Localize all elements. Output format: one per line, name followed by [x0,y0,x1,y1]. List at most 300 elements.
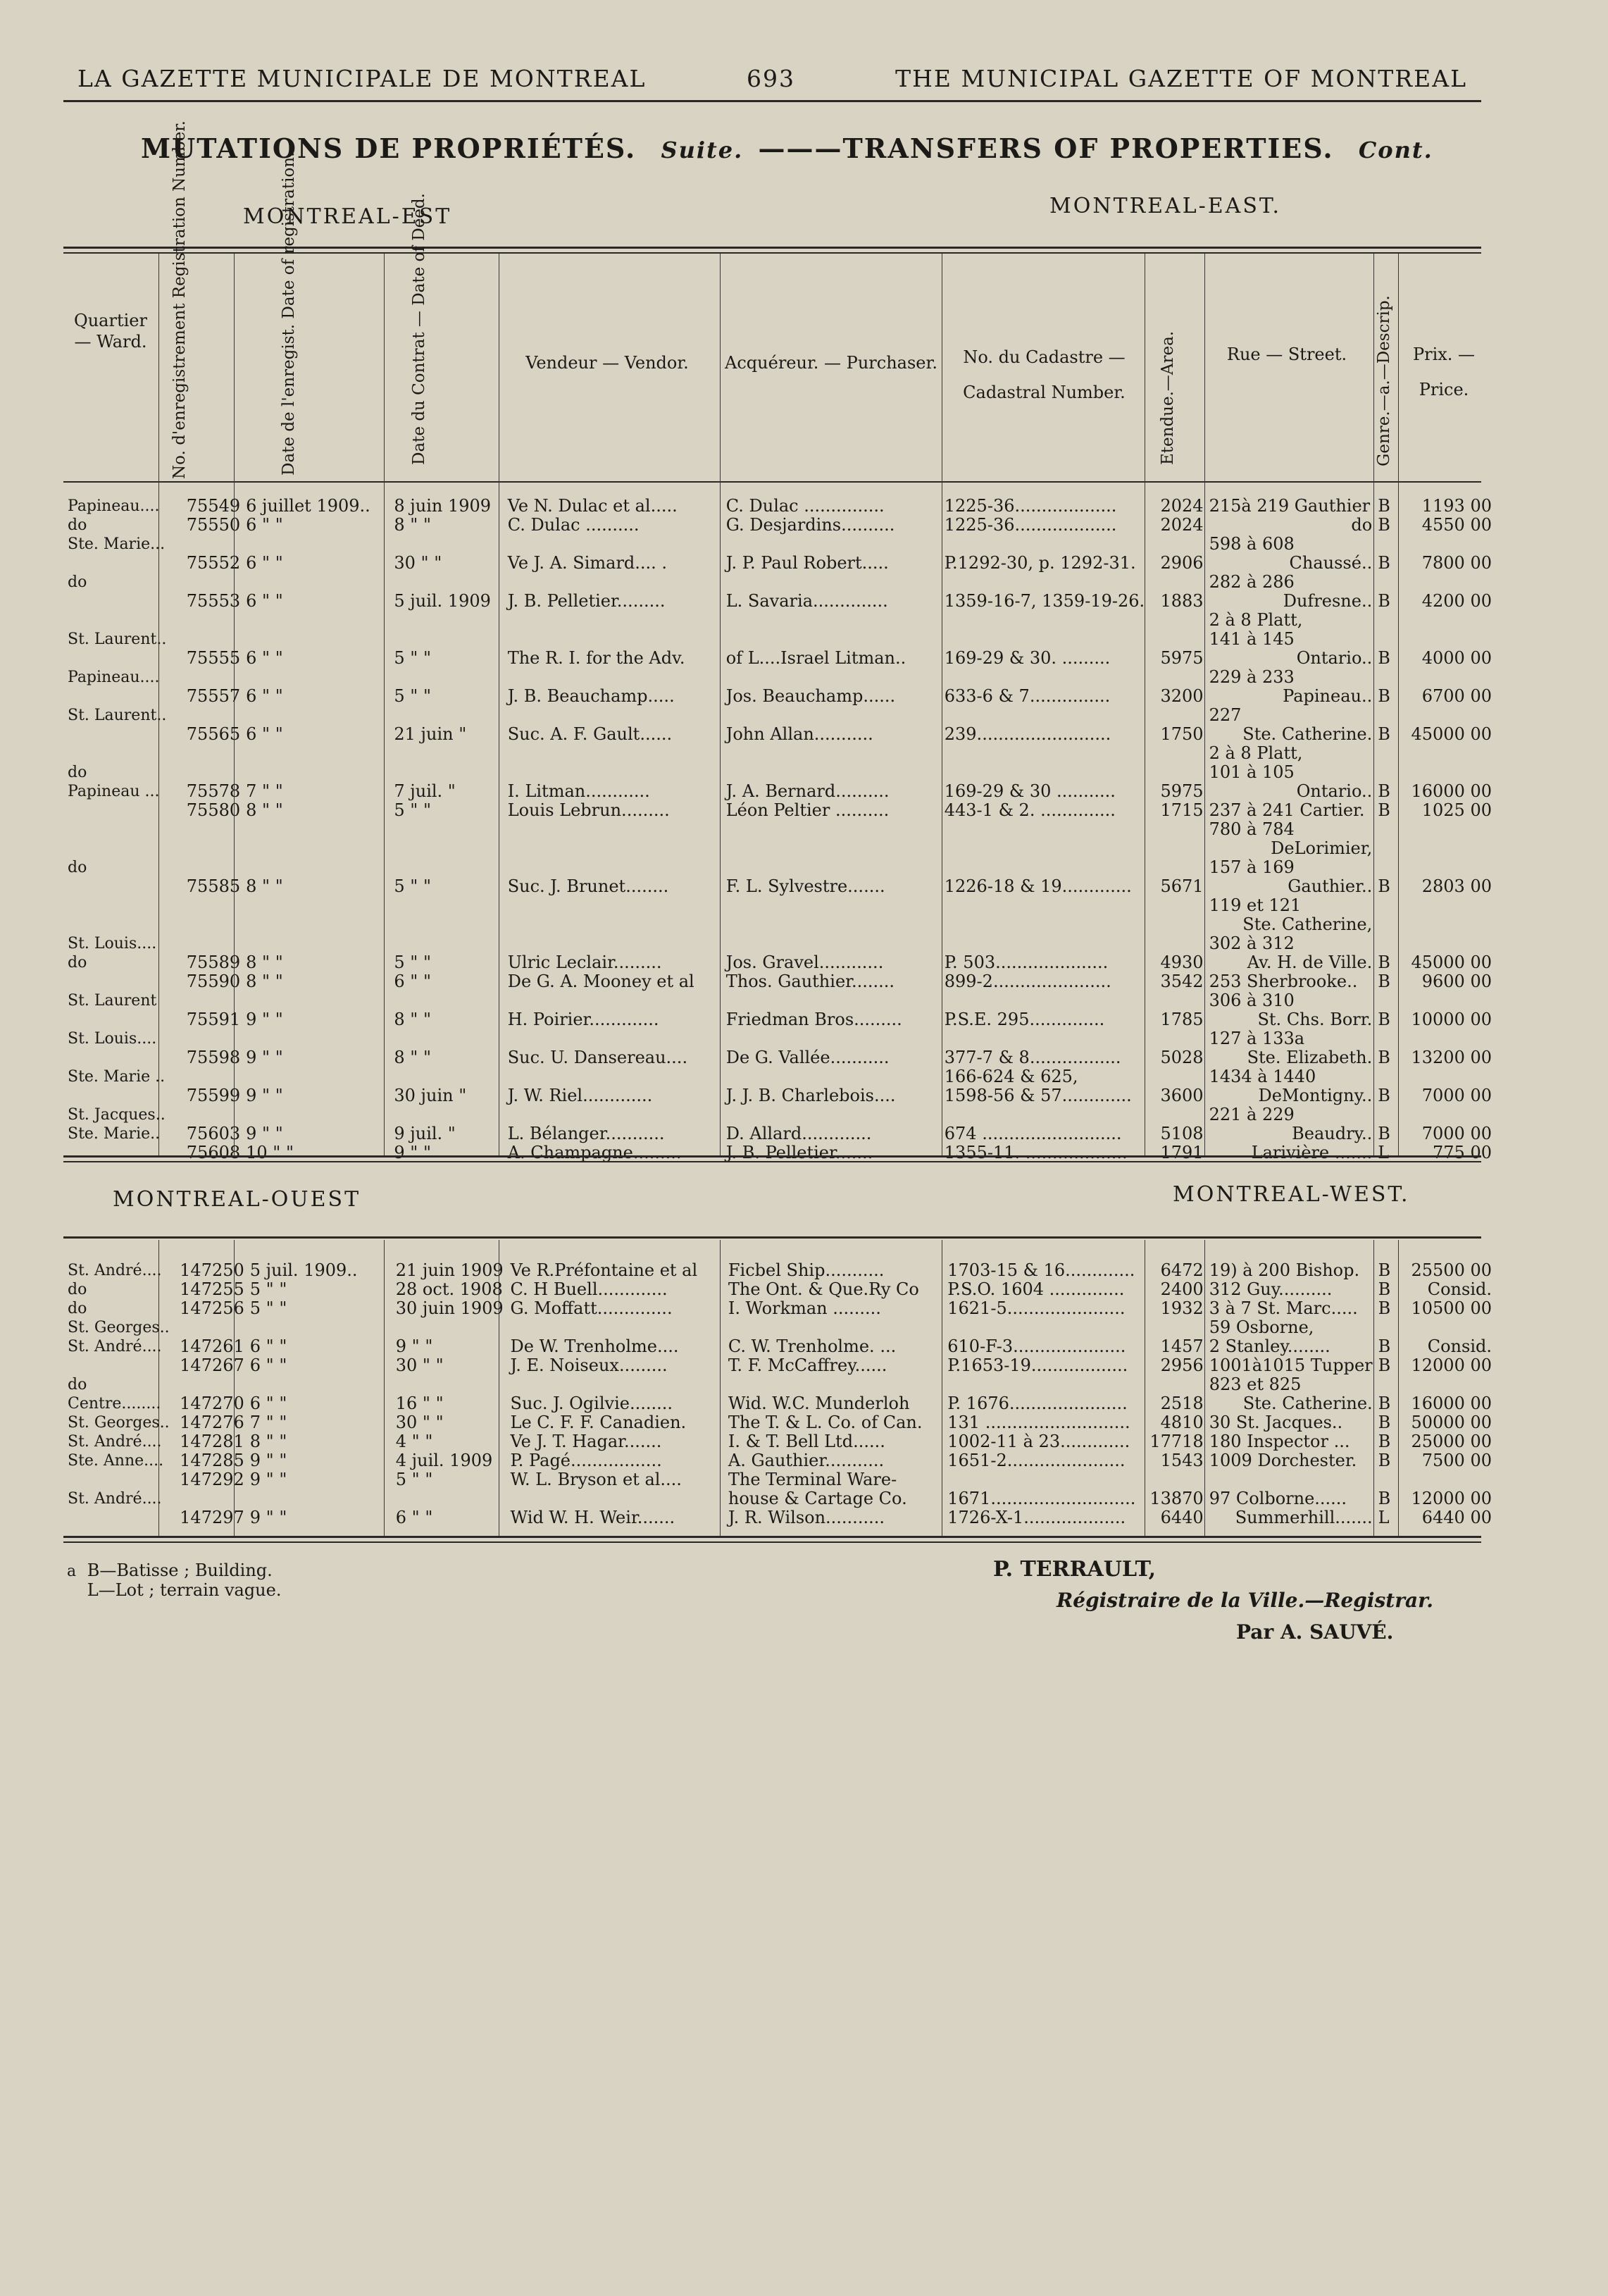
street-cell: 2 à 8 Platt, [1209,610,1303,630]
price-cell: 13200 00 [1411,1048,1492,1067]
description-cell [1376,1470,1400,1489]
area-cell [1147,668,1206,687]
price-cell: 7500 00 [1421,1451,1492,1470]
area-cell: 3200 [1160,686,1204,706]
registration-date-cell: 6 " " [249,1394,287,1413]
description-cell: B [1378,1355,1391,1375]
cadastral-number-cell [945,1375,1147,1394]
vendor-cell [505,535,723,554]
street-cell: 30 St. Jacques.. [1209,1413,1343,1432]
description-cell: B [1378,781,1390,801]
street-cell: 19) à 200 Bishop. [1209,1260,1360,1280]
ward-cell: Ste. Marie .. [68,1068,166,1086]
table-row [65,1067,1495,1086]
area-cell: 2024 [1160,496,1204,516]
registration-number-cell [169,573,243,592]
description-cell [1375,1067,1399,1086]
registration-number-cell [169,858,243,877]
street-cell: 141 à 145 [1209,629,1295,649]
price-cell [1399,858,1495,877]
registration-number-cell [173,1489,247,1508]
deed-date-cell [391,611,504,630]
purchaser-cell [723,611,942,630]
street-cell: 2 Stanley........ [1209,1336,1330,1356]
street-cell: 282 à 286 [1209,572,1295,592]
table-top-rule-2 [63,252,1481,254]
vendor-cell: C. Dulac .......... [507,515,640,535]
description-cell: B [1378,1432,1391,1451]
area-cell [1147,858,1206,877]
deed-date-cell [391,991,504,1010]
ward-cell: St. André.... [68,1433,162,1451]
street-cell: 780 à 784 [1209,819,1295,839]
street-cell: St. Chs. Borr. [1257,1010,1373,1029]
purchaser-cell: D. Allard............. [725,1124,872,1143]
registration-number-cell [169,820,243,839]
col-purchaser: Acquéreur. — Purchaser. [725,353,937,373]
table-row [65,782,1495,801]
street-cell: Ste. Catherine, [1242,914,1373,934]
registration-date-cell: 9 " " [246,1048,283,1067]
area-cell: 2518 [1160,1394,1204,1413]
registration-number-cell [169,839,243,858]
registration-date-cell: 6 " " [249,1336,287,1356]
table-row [65,1261,1495,1280]
registration-number-cell: 75591 [186,1010,241,1029]
purchaser-cell: The T. & L. Co. of Can. [728,1413,923,1432]
area-cell: 1785 [1160,1010,1204,1029]
registration-number-cell [169,611,243,630]
deed-date-cell [391,573,504,592]
ward-cell [65,915,169,934]
deed-date-cell: 9 " " [395,1336,433,1356]
street-cell: 253 Sherbrooke.. [1209,972,1358,991]
purchaser-cell: Léon Peltier .......... [725,800,890,820]
page-number: 693 [747,65,795,92]
table-row [65,763,1495,782]
west-tbody [65,1261,1495,1527]
price-cell [1399,611,1495,630]
deed-date-cell [391,934,504,953]
registration-date-cell [243,839,391,858]
deed-date-cell [393,1318,508,1337]
area-cell [1147,744,1206,763]
table-row [65,592,1495,611]
description-cell [1375,991,1399,1010]
table-row [65,801,1495,820]
purchaser-cell [723,858,942,877]
price-cell [1399,896,1495,915]
street-cell: Ontario.. [1296,781,1373,801]
area-cell [1147,611,1206,630]
ward-cell [65,744,169,763]
registration-number-cell: 75555 [186,648,241,668]
vendor-cell [505,1067,723,1086]
registration-number-cell: 147281 [180,1432,244,1451]
table-row [65,1432,1495,1451]
street-cell: 598 à 608 [1209,534,1295,554]
area-cell [1147,1375,1207,1394]
table-row [65,649,1495,668]
description-cell: B [1378,1336,1391,1356]
title-en-cont: Cont. [1358,137,1433,163]
registration-number-cell: 75599 [186,1086,241,1105]
table-row [65,1394,1495,1413]
vendor-cell: J. E. Noiseux......... [510,1355,668,1375]
registration-date-cell: 8 " " [246,876,283,896]
ward-cell: do [68,954,87,972]
street-cell: 237 à 241 Cartier. [1209,800,1365,820]
ward-cell [65,1086,169,1105]
purchaser-cell [725,1375,945,1394]
west-top-rule [63,1236,1481,1239]
area-cell: 5028 [1160,1048,1204,1067]
registration-date-cell: 6 " " [246,553,283,573]
area-cell: 17718 [1149,1432,1204,1451]
table-row [65,611,1495,630]
description-cell: B [1378,1279,1391,1299]
vendor-cell: P. Pagé................. [510,1451,662,1470]
table-row [65,1318,1495,1337]
ward-cell: do [68,1376,87,1394]
ward-cell [65,801,169,820]
price-cell: 10500 00 [1411,1298,1492,1318]
table-row [65,1413,1495,1432]
west-bottom-rule-2 [63,1541,1481,1543]
area-cell [1147,839,1206,858]
registration-number-cell: 75553 [186,591,241,611]
description-cell: B [1378,591,1390,611]
cadastral-number-cell: 443-1 & 2. .............. [944,800,1116,820]
price-cell: 7800 00 [1421,553,1492,573]
deed-date-cell [391,820,504,839]
deed-date-cell: 8 " " [394,1010,431,1029]
deed-date-cell: 30 " " [395,1355,444,1375]
vendor-cell: Ve J. A. Simard.... . [507,553,668,573]
registration-number-cell: 75552 [186,553,241,573]
cadastral-number-cell [942,896,1147,915]
col-price: Prix. — Price. [1412,345,1476,399]
ward-cell: Ste. Marie... [68,535,166,553]
table-row [65,1375,1495,1394]
registration-date-cell [243,630,391,649]
cadastral-number-cell: 131 ........................... [947,1413,1130,1432]
street-cell: 1009 Dorchester. [1209,1451,1357,1470]
table-row [65,915,1495,934]
col-vendor: Vendeur — Vendor. [525,353,689,373]
cadastral-number-cell: 899-2...................... [944,972,1111,991]
description-cell [1375,1029,1399,1048]
area-cell [1147,1105,1206,1124]
header-rule [63,100,1481,102]
purchaser-cell: Friedman Bros......... [725,1010,902,1029]
registration-number-cell [169,630,243,649]
table-row [65,972,1495,991]
registrar-office: Régistraire de la Ville.—Registrar. [1057,1589,1434,1612]
registration-date-cell: 9 " " [246,1086,283,1105]
street-cell: Chaussé.. [1289,553,1373,573]
vendor-cell: A. Champagne......... [507,1143,682,1162]
page-title: MUTATIONS DE PROPRIÉTÉS. Suite. ———TRANSFERS OF PROPERTIES. Cont. [141,132,1433,164]
registration-number-cell: 75565 [186,724,241,744]
street-cell: 221 à 229 [1209,1105,1295,1124]
table-row [65,1029,1495,1048]
description-cell [1375,1105,1399,1124]
registration-number-cell [169,1067,243,1086]
purchaser-cell: The Terminal Ware- [728,1470,897,1489]
price-cell: 12000 00 [1411,1355,1492,1375]
description-cell: L [1378,1508,1390,1527]
purchaser-cell: Ficbel Ship........... [728,1260,885,1280]
cadastral-number-cell [942,763,1147,782]
cadastral-number-cell [942,535,1147,554]
area-cell [1147,1318,1207,1337]
purchaser-cell: Wid. W.C. Munderloh [728,1394,910,1413]
purchaser-cell [723,934,942,953]
area-cell: 2400 [1160,1279,1204,1299]
table-row [65,1048,1495,1067]
street-cell: DeMontigny.. [1258,1086,1373,1105]
street-cell: Av. H. de Ville. [1247,952,1373,972]
ward-cell: St. Jacques.. [68,1106,166,1124]
purchaser-cell: J. P. Paul Robert..... [725,553,889,573]
street-cell: 306 à 310 [1209,991,1295,1010]
deed-date-cell: 8 juin 1909 [394,496,492,516]
registration-number-cell [169,535,243,554]
cadastral-number-cell: 166-624 & 625, [944,1067,1078,1086]
registration-number-cell [169,668,243,687]
ward-cell: do [68,516,87,534]
cadastral-number-cell: 1359-16-7, 1359-19-26. [944,591,1145,611]
cadastral-number-cell [942,573,1147,592]
vendor-cell [505,896,723,915]
vendor-cell [505,611,723,630]
registration-number-cell: 147297 [180,1508,244,1527]
registration-date-cell [243,991,391,1010]
table-row [65,1299,1495,1318]
registration-number-cell: 75550 [186,515,241,535]
street-cell: Dufresne.. [1283,591,1373,611]
description-cell [1376,1375,1400,1394]
area-cell: 6440 [1160,1508,1204,1527]
vendor-cell [508,1375,725,1394]
registration-number-cell: 75585 [186,876,241,896]
purchaser-cell: Jos. Gravel............ [725,952,884,972]
deed-date-cell: 21 juin 1909 [395,1260,504,1280]
deed-date-cell [391,763,504,782]
purchaser-cell: J. R. Wilson........... [728,1508,885,1527]
registration-number-cell: 147256 [180,1298,244,1318]
purchaser-cell [723,1029,942,1048]
vendor-cell [505,839,723,858]
ward-cell [65,1356,173,1375]
cadastral-number-cell [945,1470,1147,1489]
description-cell [1375,858,1399,877]
registration-date-cell: 9 " " [246,1010,283,1029]
table-row [65,744,1495,763]
area-cell: 2906 [1160,553,1204,573]
street-cell: Ontario.. [1296,648,1373,668]
description-cell: B [1378,515,1390,535]
price-cell: 6700 00 [1421,686,1492,706]
registration-number-cell [169,1029,243,1048]
price-cell [1400,1318,1495,1337]
description-cell: B [1378,1048,1390,1067]
vendor-cell: Wid W. H. Weir....... [510,1508,675,1527]
area-cell [1147,535,1206,554]
ward-cell: Papineau.... [68,669,160,686]
cadastral-number-cell [942,934,1147,953]
cadastral-number-cell: P.1653-19.................. [947,1355,1128,1375]
description-cell: B [1378,1394,1391,1413]
registration-number-cell: 147292 [180,1470,244,1489]
deed-date-cell [391,744,504,763]
table-row [65,896,1495,915]
description-cell [1375,630,1399,649]
purchaser-cell: F. L. Sylvestre....... [725,876,885,896]
description-cell [1375,915,1399,934]
registration-number-cell: 75603 [186,1124,241,1143]
street-cell: 3 à 7 St. Marc..... [1209,1298,1358,1318]
table-row [65,706,1495,725]
street-cell: Gauthier.. [1288,876,1373,896]
vendor-cell: Suc. J. Brunet........ [507,876,669,896]
vendor-cell [505,858,723,877]
price-cell [1400,1375,1495,1394]
description-cell: B [1378,1010,1390,1029]
header-right: THE MUNICIPAL GAZETTE OF MONTREAL [895,65,1467,92]
registration-number-cell [169,763,243,782]
purchaser-cell: De G. Vallée........... [725,1048,890,1067]
area-cell [1147,934,1206,953]
purchaser-cell: house & Cartage Co. [728,1489,907,1508]
price-cell [1399,820,1495,839]
price-cell [1399,991,1495,1010]
price-cell: 16000 00 [1411,781,1492,801]
cadastral-number-cell: 1598-56 & 57............. [944,1086,1132,1105]
ward-cell: Papineau.... [68,497,160,515]
registration-number-cell [169,915,243,934]
ward-cell [65,877,169,896]
vendor-cell [508,1318,725,1337]
street-cell: DeLorimier, [1271,838,1373,858]
purchaser-cell: Jos. Beauchamp...... [725,686,896,706]
registration-number-cell: 75589 [186,952,241,972]
purchaser-cell [723,630,942,649]
price-cell: 775 00 [1433,1143,1492,1162]
ward-cell [65,1143,169,1162]
cadastral-number-cell [942,820,1147,839]
purchaser-cell [723,706,942,725]
purchaser-cell [723,991,942,1010]
section-east-fr: MONTREAL-EST [243,204,452,229]
ward-cell: St. Louis.... [68,1030,157,1048]
ward-cell: Centre........ [68,1395,161,1413]
registration-date-cell: 6 " " [246,686,283,706]
deed-date-cell: 5 juil. 1909 [394,591,491,611]
deed-date-cell: 7 juil. " [394,781,456,801]
vendor-cell [505,1029,723,1048]
street-cell: 215à 219 Gauthier [1209,496,1371,516]
registration-date-cell: 9 " " [246,1124,283,1143]
area-cell: 1457 [1160,1336,1204,1356]
area-cell [1147,1067,1206,1086]
ward-cell: St. André.... [68,1262,162,1279]
east-tbody [65,497,1495,1162]
registration-date-cell: 6 " " [246,724,283,744]
table-row [65,687,1495,706]
purchaser-cell [723,839,942,858]
purchaser-cell: C. Dulac ............... [725,496,885,516]
price-cell: 4000 00 [1421,648,1492,668]
registration-number-cell [169,1105,243,1124]
street-cell: Ste. Elizabeth. [1247,1048,1373,1067]
vendor-cell [505,915,723,934]
table-row [65,725,1495,744]
deed-date-cell: 28 oct. 1908 [395,1279,503,1299]
price-cell: 2803 00 [1421,876,1492,896]
vendor-cell: De W. Trenholme.... [510,1336,679,1356]
registration-number-cell [169,934,243,953]
east-bottom-rule [63,1155,1481,1158]
cadastral-number-cell [942,858,1147,877]
street-cell: 823 et 825 [1209,1375,1302,1394]
deed-date-cell: 30 juin 1909 [395,1298,504,1318]
cadastral-number-cell: 610-F-3..................... [947,1336,1126,1356]
purchaser-cell: T. F. McCaffrey...... [728,1355,887,1375]
street-cell: 312 Guy.......... [1209,1279,1333,1299]
vendor-cell: I. Litman............ [507,781,650,801]
table-row [65,1451,1495,1470]
registration-date-cell: 8 " " [246,972,283,991]
deed-date-cell [391,668,504,687]
area-cell: 5108 [1160,1124,1204,1143]
deed-date-cell: 4 " " [395,1432,433,1451]
deed-date-cell: 5 " " [394,648,431,668]
street-cell [1207,1470,1376,1489]
street-cell: Papineau.. [1283,686,1373,706]
deed-date-cell: 9 " " [394,1143,431,1162]
registration-date-cell: 5 juil. 1909.. [249,1260,358,1280]
table-row [65,573,1495,592]
description-cell: B [1378,1086,1390,1105]
ward-cell: St. Louis.... [68,935,157,952]
purchaser-cell [723,1067,942,1086]
table-row [65,1143,1495,1162]
deed-date-cell [391,896,504,915]
price-cell: 16000 00 [1411,1394,1492,1413]
registration-number-cell: 75580 [186,800,241,820]
area-cell [1147,1029,1206,1048]
vendor-cell: L. Bélanger........... [507,1124,665,1143]
price-cell [1399,706,1495,725]
deed-date-cell [391,706,504,725]
area-cell: 3600 [1160,1086,1204,1105]
registration-number-cell: 147276 [180,1413,244,1432]
purchaser-cell [723,915,942,934]
ward-cell: do [68,764,87,781]
west-bottom-rule [63,1536,1481,1538]
table-row [65,839,1495,858]
title-en: TRANSFERS OF PROPERTIES. [842,132,1334,164]
section-west-fr: MONTREAL-OUEST [113,1187,361,1212]
registration-date-cell [243,1105,391,1124]
cadastral-number-cell: 1703-15 & 16............. [947,1260,1135,1280]
area-cell: 1791 [1160,1143,1204,1162]
price-cell: Consid. [1427,1336,1492,1356]
registration-number-cell [173,1318,247,1337]
street-cell: 101 à 105 [1209,762,1295,782]
